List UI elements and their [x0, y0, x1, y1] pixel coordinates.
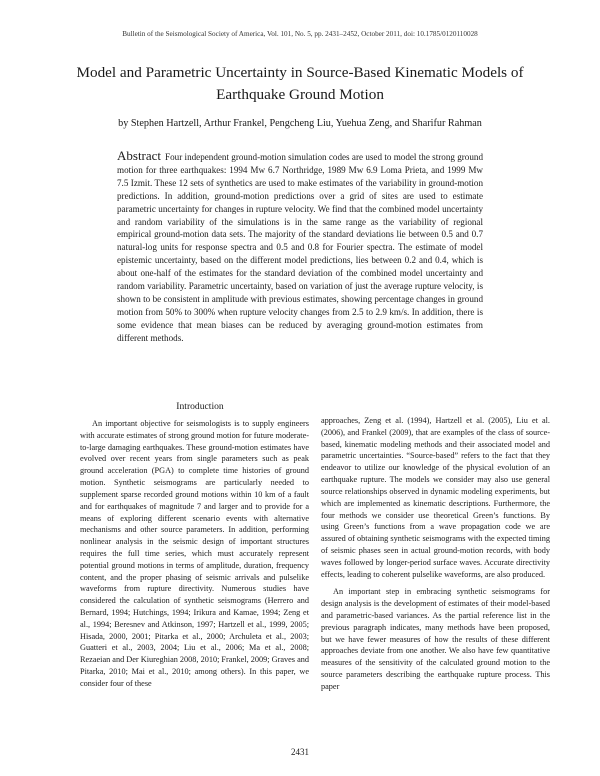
abstract-label: Abstract [117, 148, 162, 163]
journal-citation-line: Bulletin of the Seismological Society of America, Vol. 101, No. 5, pp. 2431–2452, October 2011, doi: 10.1785/0120110028 [122, 30, 478, 38]
page-number: 2431 [291, 747, 309, 757]
intro-right-column [321, 415, 550, 693]
section-heading-introduction: Introduction [176, 401, 224, 412]
intro-right-paragraph-2: An important step in embracing synthetic seismograms for design analysis is the development of estimates of their model-based and parametric-based variances. As the partial reference list in the previous paragraph indicates, many methods have been proposed, but we have fewer measures of how the results of these different approaches deviate from one another. We also have few quantitative measures of the sensitivity of the calculated ground motion to the source parameters describing the earthquake rupture process. This paper [321, 587, 550, 691]
intro-right-paragraph-1: approaches, Zeng et al. (1994), Hartzell et al. (2005), Liu et al. (2006), and Frankel (2009), that are examples of the class of source-based, kinematic modeling methods and their associated model and parametric uncertainties. “Source-based” refers to the fact that they endeavor to utilize our knowledge of the physical evolution of an earthquake rupture. The models we consider may also use general source relationships observed in dynamic modeling experiments, but which are implemented as kinematic descriptions. Furthermore, the four methods we consider use theoretical Green’s functions. By using Green’s functions from a wave propagation code we are assured of obtaining synthetic seismograms with the expected timing of seismic phases seen in actual ground-motion records, with body waves followed by longer-period surface waves. Accurate directivity effects, leading to coherent pulselike waveforms, are also produced. [321, 416, 550, 579]
author-list: by Stephen Hartzell, Arthur Frankel, Pengcheng Liu, Yuehua Zeng, and Sharifur Rahman [118, 118, 482, 129]
abstract-text: Four independent ground-motion simulation codes are used to model the strong ground motion for three earthquakes: 1994 Mw 6.7 Northridge, 1989 Mw 6.9 Loma Prieta, and 1999 Mw 7.5 Izmit. These 12 sets of synthetics are used to make estimates of the variability in ground-motion predictions. In addition, ground-motion predictions over a grid of sites are used to estimate parametric uncertainty for changes in rupture velocity. We find that the combined model uncertainty and random variability of the simulations is in the same range as the variability of regional empirical ground-motion data sets. The majority of the standard deviations lie between 0.5 and 0.7 natural-log units for response spectra and 0.5 and 0.8 for Fourier spectra. The estimate of model epistemic uncertainty, based on the different model predictions, lies between 0.2 and 0.4, which is about one-half of the estimates for the standard deviation of the combined model uncertainty and random variability. Parametric uncertainty, based on variation of just the average rupture velocity, is shown to be consistent in amplitude with previous estimates, showing percentage changes in ground motion from 50% to 300% when rupture velocity changes from 2.5 to 2.9 km/s. In addition, there is some evidence that mean biases can be reduced by averaging ground-motion estimates from different methods. [117, 152, 483, 343]
intro-left-column: An important objective for seismologists is to supply engineers with accurate estimates of strong ground motion for future moderate-to-large damaging earthquakes. These ground-motion estimates have evolved over recent years from single parameters such as peak ground acceleration (PGA) to complete time histories of ground motion. Synthetic seismograms are particularly needed to supplement sparse recorded ground motions within 10 km of a fault and for earthquakes of magnitude 7 and larger and to provide for a means of exploring different scenario events with alternative mechanisms and other source parameters. In addition, performing nonlinear analysis in the seismic design of important structures requires the full time series, which must accurately represent potential ground motions in terms of amplitude, duration, frequency content, and the proper phasing of seismic arrivals and pulselike waveforms from rupture directivity. Numerous studies have considered the calculation of synthetic seismograms (Herrero and Bernard, 1994; Hutchings, 1994; Irikura and Kamae, 1994; Zeng et al., 1994; Beresnev and Atkinson, 1997; Hartzell et al., 1999, 2005; Hisada, 2000, 2001; Pitarka et al., 2000; Archuleta et al., 2003; Guatteri et al., 2003, 2004; Liu et al., 2006; Ma et al., 2008; Rezaeian and Der Kiureghian 2008, 2010; Frankel, 2009; Graves and Pitarka, 2010; Mai et al., 2010; among others). In this paper, we consider four of these [80, 419, 309, 688]
abstract [117, 150, 483, 345]
paper-title: Model and Parametric Uncertainty in Source-Based Kinematic Models of Earthquake Ground Motion [76, 64, 524, 103]
